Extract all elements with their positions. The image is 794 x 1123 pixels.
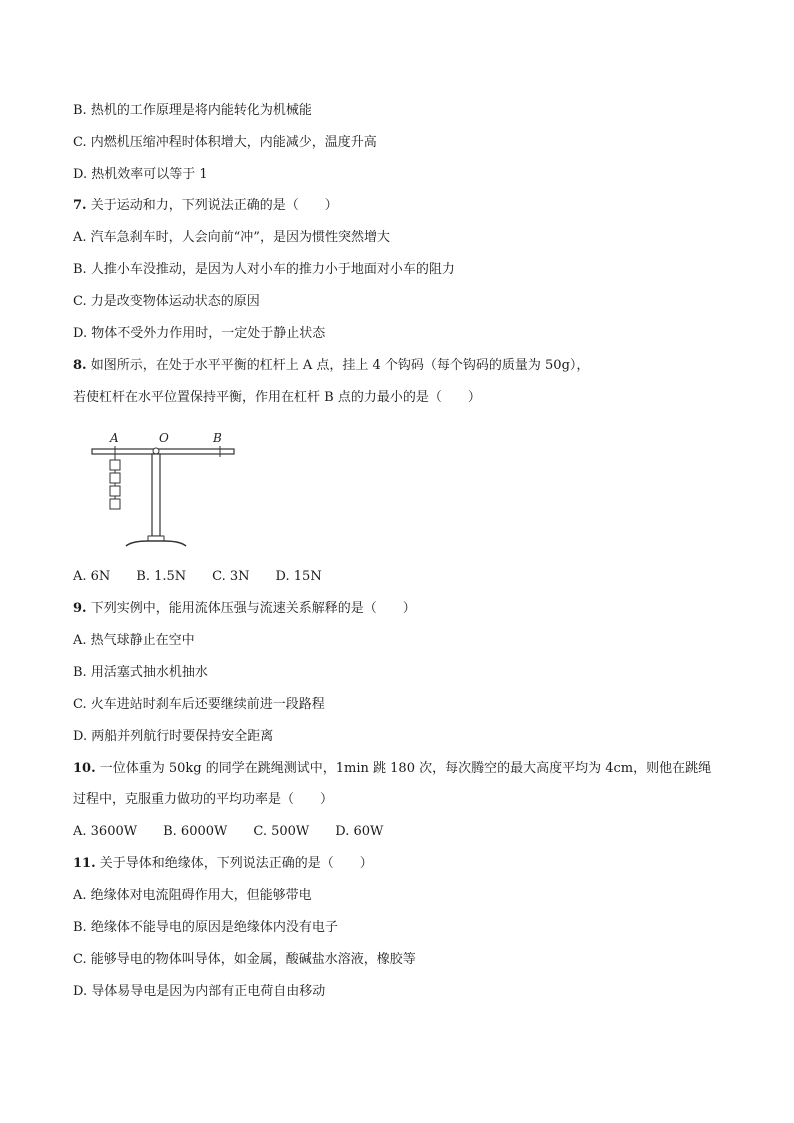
- q9-stem: [73, 601, 416, 617]
- q11-stem: [73, 856, 373, 872]
- q9-stem-text: 下列实例中，能用流体压强与流速关系解释的是（ ）: [86, 601, 416, 616]
- hook-weight-3: [110, 486, 120, 496]
- q8-stem-line2: 若使杠杆在水平位置保持平衡，作用在杠杆 B 点的力最小的是（ ）: [73, 390, 481, 405]
- point-b-label: B: [213, 431, 222, 445]
- q6-option-c: C. 内燃机压缩冲程时体积增大，内能减少，温度升高: [73, 135, 377, 150]
- pivot: [153, 448, 159, 454]
- q11-option-d: D. 导体易导电是因为内部有正电荷自由移动: [73, 984, 326, 999]
- hook-weight-2: [110, 473, 120, 483]
- q11-number: 11.: [73, 856, 96, 871]
- lever-bar: [92, 449, 234, 454]
- q11-option-c: C. 能够导电的物体叫导体，如金属，酸碱盐水溶液，橡胶等: [73, 952, 416, 967]
- q6-option-d: D. 热机效率可以等于 1: [73, 167, 208, 182]
- hook-weight-4: [110, 499, 120, 509]
- q11-stem-text: 关于导体和绝缘体，下列说法正确的是（ ）: [95, 856, 373, 871]
- q9-option-d: D. 两船并列航行时要保持安全距离: [73, 729, 274, 744]
- q6-option-b: B. 热机的工作原理是将内能转化为机械能: [73, 103, 312, 118]
- point-o-label: O: [159, 431, 169, 445]
- q10-stem-line1: [73, 761, 711, 777]
- q8-stem-line1: [73, 358, 589, 374]
- q7-number: 7.: [73, 198, 87, 213]
- q9-option-c: C. 火车进站时刹车后还要继续前进一段路程: [73, 697, 325, 712]
- lever-figure: [88, 428, 248, 553]
- q7-stem-text: 关于运动和力，下列说法正确的是（ ）: [86, 198, 338, 213]
- q7-option-c: C. 力是改变物体运动状态的原因: [73, 294, 260, 309]
- q10-options: A. 3600W B. 6000W C. 500W D. 60W: [73, 824, 384, 839]
- q10-stem-text: 一位体重为 50kg 的同学在跳绳测试中，1min 跳 180 次，每次腾空的最大高度平均为 4cm，则他在跳绳: [95, 761, 712, 776]
- q9-option-b: B. 用活塞式抽水机抽水: [73, 665, 208, 680]
- q7-option-a: A. 汽车急刹车时，人会向前“冲”，是因为惯性突然增大: [73, 230, 390, 245]
- stand-post: [152, 454, 160, 536]
- q11-option-b: B. 绝缘体不能导电的原因是绝缘体内没有电子: [73, 920, 338, 935]
- hook-weight-1: [110, 460, 120, 470]
- q10-stem-line2: 过程中，克服重力做功的平均功率是（ ）: [73, 792, 334, 807]
- q9-number: 9.: [73, 601, 87, 616]
- q7-option-d: D. 物体不受外力作用时，一定处于静止状态: [73, 326, 326, 341]
- q7-stem: [73, 198, 338, 214]
- point-a-label: A: [110, 431, 119, 445]
- q8-number: 8.: [73, 358, 87, 373]
- q10-number: 10.: [73, 761, 96, 776]
- q11-option-a: A. 绝缘体对电流阻碍作用大，但能够带电: [73, 888, 312, 903]
- q7-option-b: B. 人推小车没推动，是因为人对小车的推力小于地面对小车的阻力: [73, 262, 455, 277]
- stand-base: [126, 541, 186, 546]
- q8-stem-text: 如图所示，在处于水平平衡的杠杆上 A 点，挂上 4 个钩码（每个钩码的质量为 50g），: [86, 358, 590, 373]
- q8-options: A. 6N B. 1.5N C. 3N D. 15N: [73, 569, 322, 584]
- q9-option-a: A. 热气球静止在空中: [73, 633, 195, 648]
